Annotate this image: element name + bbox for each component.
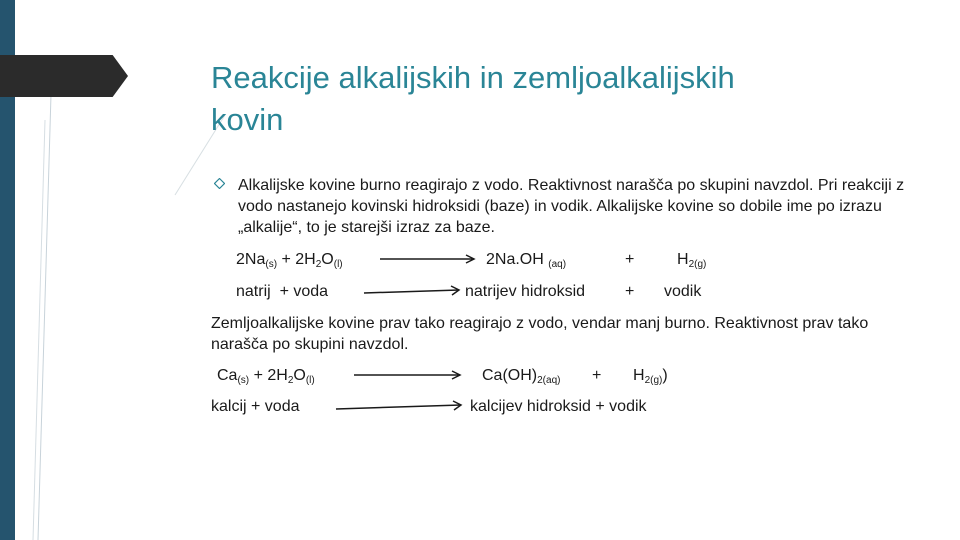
eq2-ca: Ca xyxy=(217,367,238,384)
eq2-reactants xyxy=(217,366,315,391)
eq1-na: 2Na xyxy=(236,251,266,268)
eq2-plus: + xyxy=(253,367,263,384)
eq2-h2: H xyxy=(633,367,645,384)
title-pointer-shape xyxy=(0,55,128,97)
eq2-ca-state: (s) xyxy=(237,375,250,386)
eq2-caoh2-state: 2(aq) xyxy=(537,375,561,386)
eq2-product-2 xyxy=(633,366,668,391)
words2-products: kalcijev hidroksid + vodik xyxy=(470,398,647,415)
eq1-arrow xyxy=(378,253,478,265)
eq2-product-1 xyxy=(482,366,560,391)
eq1-h2: H xyxy=(677,251,689,268)
eq1-naoh-state: (aq) xyxy=(548,259,567,270)
eq1-h2-state: 2(g) xyxy=(688,259,707,270)
eq1-product-plus: + xyxy=(625,251,635,268)
words2-reactants: kalcij + voda xyxy=(211,398,300,415)
eq1-na-state: (s) xyxy=(265,259,278,270)
words1-reactants: natrij + voda xyxy=(236,283,329,300)
title-line-2: kovin xyxy=(211,102,284,137)
eq2-arrow xyxy=(352,369,464,381)
eq1-h: 2H xyxy=(295,251,316,268)
eq1-plus: + xyxy=(281,251,291,268)
eq2-h2-state: 2(g) xyxy=(644,375,663,386)
slide-title xyxy=(211,57,911,141)
eq2-h2-close: ) xyxy=(662,367,668,384)
words1-product: natrijev hidroksid xyxy=(465,283,586,300)
eq1-reactants xyxy=(236,250,343,275)
eq2-o: O xyxy=(293,367,306,384)
words1-arrow xyxy=(362,284,464,298)
bullet-text: Alkalijske kovine burno reagirajo z vodo. Reaktivnost narašča po skupini navzdol. Pri reakciji z vodo nastanejo kovinski hidroksidi (baze) in vodik. Alkalijske kovine so dobile ime po izrazu „alkalije“, to je starejši izraz za baze. xyxy=(238,177,905,236)
eq1-o: O xyxy=(321,251,334,268)
title-line-1: Reakcije alkalijskih in zemljoalkalijskih xyxy=(211,60,735,95)
words1-gas: vodik xyxy=(664,283,702,300)
eq2-h-index: 2 xyxy=(287,375,294,386)
eq1-h-index: 2 xyxy=(315,259,322,270)
eq1-product-1 xyxy=(486,250,566,275)
words2-arrow xyxy=(334,399,466,413)
eq2-h: 2H xyxy=(267,367,288,384)
words1-plus: + xyxy=(625,283,635,300)
eq2-product-plus: + xyxy=(592,367,602,384)
eq2-caoh2: Ca(OH) xyxy=(482,367,538,384)
eq1-o-state: (l) xyxy=(333,259,343,270)
diamond-bullet-icon xyxy=(214,178,225,189)
eq1-product-2 xyxy=(677,250,706,275)
paragraph-2: Zemljoalkalijske kovine prav tako reagirajo z vodo, vendar manj burno. Reaktivnost prav tako narašča po skupini navzdol. xyxy=(211,315,869,353)
eq2-o-state: (l) xyxy=(305,375,315,386)
eq1-naoh: 2Na.OH xyxy=(486,251,544,268)
